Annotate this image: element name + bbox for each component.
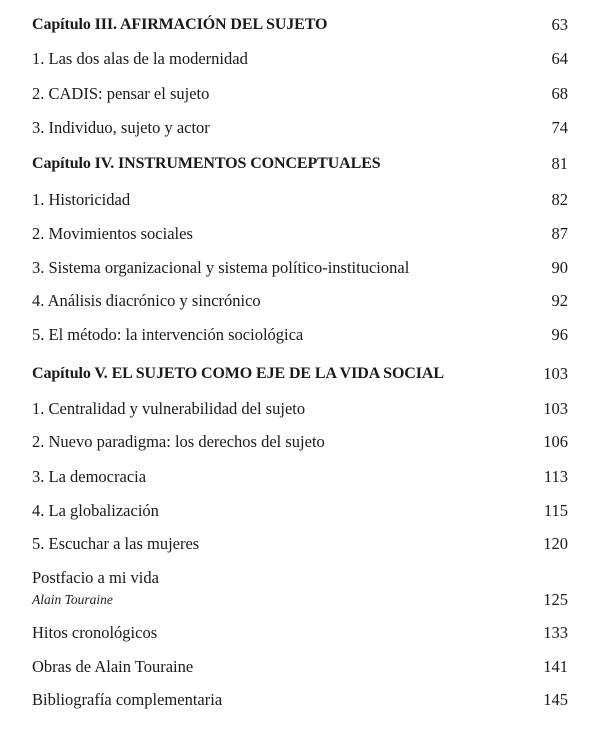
toc-entry <box>32 256 568 280</box>
toc-entry <box>32 499 568 523</box>
toc-entry-title: Capítulo IV. INSTRUMENTOS CONCEPTUALES <box>32 155 381 172</box>
toc-entry-title: 5. Escuchar a las mujeres <box>32 534 200 553</box>
toc-entry-title: 2. Movimientos sociales <box>32 224 193 243</box>
toc-page-number: 68 <box>551 84 568 103</box>
toc-page-number: 125 <box>543 590 568 609</box>
toc-entry <box>32 430 568 454</box>
toc-entry <box>32 532 568 556</box>
toc-chapter-3 <box>32 13 568 37</box>
toc-page-number: 141 <box>543 657 568 676</box>
toc-entry <box>32 397 568 421</box>
toc-page-number: 113 <box>543 467 568 486</box>
toc-entry <box>32 688 568 712</box>
toc-page-number: 103 <box>543 364 568 383</box>
toc-entry-title: 4. La globalización <box>32 501 159 520</box>
toc-page-number: 92 <box>551 291 568 310</box>
toc-entry-title: 1. Las dos alas de la modernidad <box>32 49 248 68</box>
toc-page-number: 115 <box>543 501 568 520</box>
toc-page-number: 90 <box>551 258 568 277</box>
toc-entry <box>32 222 568 246</box>
toc-entry <box>32 289 568 313</box>
toc-page-number: 63 <box>551 15 568 34</box>
toc-entry-title: Capítulo V. EL SUJETO COMO EJE DE LA VIDA SOCIAL <box>32 365 444 382</box>
toc-page-number: 64 <box>551 49 568 68</box>
toc-entry-title: 3. Individuo, sujeto y actor <box>32 118 210 137</box>
toc-page-number: 145 <box>543 690 568 709</box>
toc-entry <box>32 82 568 106</box>
toc-entry <box>32 116 568 140</box>
toc-entry <box>32 188 568 212</box>
toc-entry-title: Postfacio a mi vida <box>32 568 159 587</box>
toc-entry <box>32 621 568 645</box>
toc-chapter-4 <box>32 152 568 176</box>
toc-page-number: 103 <box>543 399 568 418</box>
toc-entry-postfacio <box>32 568 568 622</box>
toc-entry-title: Hitos cronológicos <box>32 623 158 642</box>
toc-page-number: 87 <box>551 224 568 243</box>
toc-page-number: 82 <box>551 190 568 209</box>
toc-page-number: 74 <box>551 118 568 137</box>
toc-entry-title: Capítulo III. AFIRMACIÓN DEL SUJETO <box>32 16 328 33</box>
toc-chapter-5 <box>32 362 568 386</box>
toc-entry-title: Obras de Alain Touraine <box>32 657 194 676</box>
toc-entry-title: 3. Sistema organizacional y sistema político-institucional <box>32 258 410 277</box>
toc-page-number: 120 <box>543 534 568 553</box>
toc-entry-author: Alain Touraine <box>32 592 113 607</box>
toc-page-number: 133 <box>543 623 568 642</box>
toc-entry-title: 2. CADIS: pensar el sujeto <box>32 84 210 103</box>
toc-entry-title: 1. Historicidad <box>32 190 131 209</box>
toc-page-number: 96 <box>551 325 568 344</box>
toc-entry-title: 3. La democracia <box>32 467 147 486</box>
toc-entry-title: Bibliografía complementaria <box>32 690 223 709</box>
toc-entry <box>32 323 568 347</box>
toc-entry <box>32 47 568 71</box>
toc-page-number: 106 <box>543 432 568 451</box>
toc-entry-title: 1. Centralidad y vulnerabilidad del sujeto <box>32 399 306 418</box>
toc-page-number: 81 <box>551 154 568 173</box>
toc-entry <box>32 655 568 679</box>
toc-entry-title: 4. Análisis diacrónico y sincrónico <box>32 291 261 310</box>
toc-entry-title: 2. Nuevo paradigma: los derechos del sujeto <box>32 432 325 451</box>
toc-entry <box>32 465 568 489</box>
toc-entry-title: 5. El método: la intervención sociológica <box>32 325 304 344</box>
